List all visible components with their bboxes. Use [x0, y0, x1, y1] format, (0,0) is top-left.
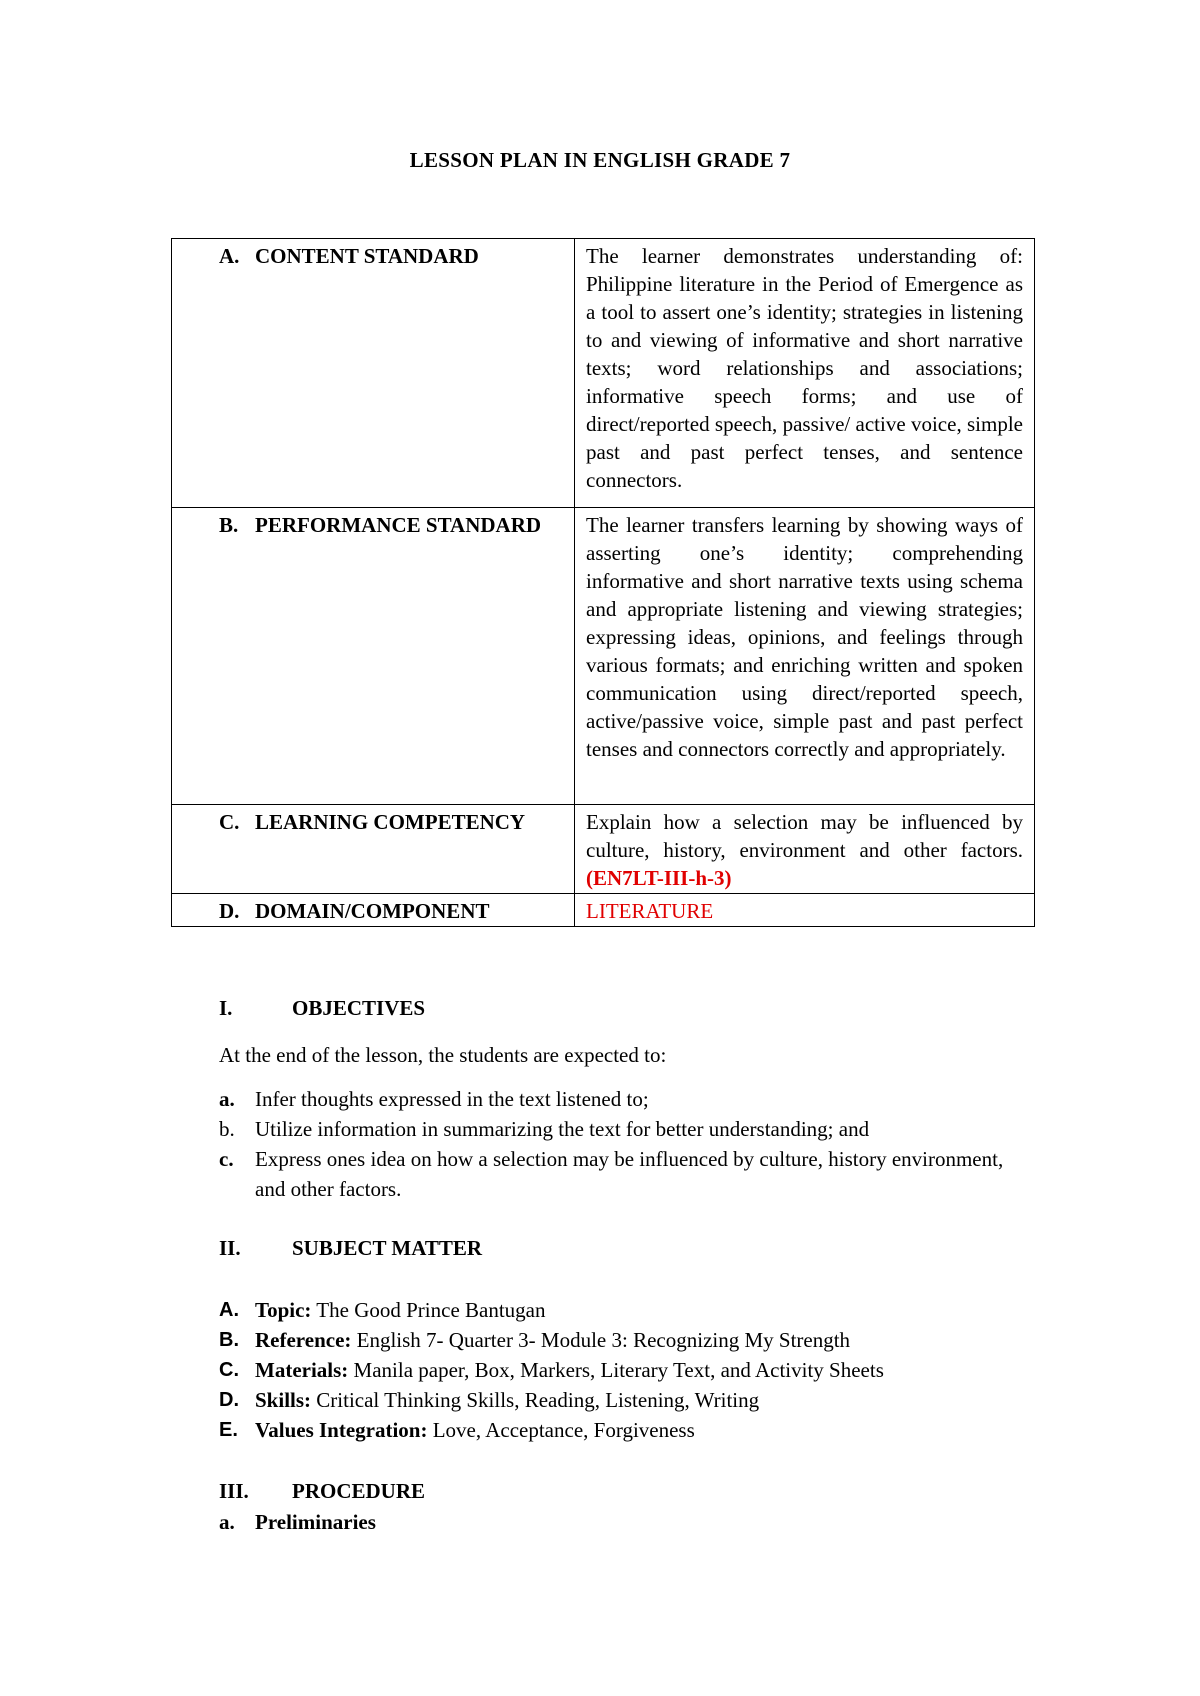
standard-label: DOMAIN/COMPONENT	[255, 899, 490, 923]
section-heading: SUBJECT MATTER	[292, 1236, 483, 1260]
list-marker: B.	[219, 1329, 239, 1351]
list-marker: C.	[219, 1359, 239, 1381]
section-heading: OBJECTIVES	[292, 996, 426, 1020]
standard-label-cell	[172, 894, 575, 927]
list-item	[219, 1295, 1019, 1325]
list-item	[219, 1385, 1019, 1415]
competency-code: (EN7LT-III-h-3)	[586, 866, 732, 890]
list-item	[219, 1507, 1019, 1537]
list-marker: a.	[219, 1510, 235, 1534]
subject-matter-heading	[219, 1236, 482, 1261]
standard-label: CONTENT STANDARD	[255, 244, 479, 268]
item-text: Manila paper, Box, Markers, Literary Text, and Activity Sheets	[353, 1358, 884, 1382]
page-title: LESSON PLAN IN ENGLISH GRADE 7	[409, 148, 791, 172]
section-numeral: III.	[219, 1479, 249, 1503]
subject-matter-list	[219, 1295, 1019, 1445]
list-text: Infer thoughts expressed in the text listened to;	[255, 1087, 649, 1111]
list-text: Utilize information in summarizing the text for better understanding; and	[255, 1117, 870, 1141]
table-row	[172, 239, 1035, 508]
standard-label: PERFORMANCE STANDARD	[255, 513, 542, 537]
list-item	[219, 1084, 1019, 1114]
objectives-list	[219, 1084, 1019, 1204]
standard-label-cell	[172, 805, 575, 894]
list-item	[219, 1415, 1019, 1445]
item-text: The Good Prince Bantugan	[316, 1298, 546, 1322]
item-label: Values Integration:	[255, 1418, 428, 1442]
procedure-heading	[219, 1479, 425, 1504]
standards-table	[171, 238, 1035, 927]
list-marker: D.	[219, 1389, 239, 1411]
table-row	[172, 894, 1035, 927]
list-marker: A.	[219, 1299, 239, 1321]
standard-value: The learner transfers learning by showing ways of asserting one’s identity; comprehending informative and short narrative texts using schema and appropriate listening and viewing strategies; expressing ideas, opinions, and feelings through various formats; and enriching written and spoken communication using direct/reported speech, active/passive voice, simple past and past perfect tenses and connectors correctly and appropriately.	[575, 508, 1035, 805]
section-numeral: I.	[219, 996, 233, 1020]
section-heading: PROCEDURE	[292, 1479, 426, 1503]
standard-letter: C.	[219, 810, 240, 834]
list-marker: E.	[219, 1419, 238, 1441]
list-item	[219, 1325, 1019, 1355]
list-text: Preliminaries	[255, 1510, 376, 1534]
item-text: Love, Acceptance, Forgiveness	[432, 1418, 695, 1442]
standard-label: LEARNING COMPETENCY	[255, 810, 526, 834]
objectives-heading	[219, 996, 425, 1021]
standard-value: LITERATURE	[575, 894, 1035, 927]
list-marker: c.	[219, 1147, 234, 1171]
standard-letter: A.	[219, 244, 240, 268]
standard-label-cell	[172, 508, 575, 805]
standard-value-cell	[575, 805, 1035, 894]
standard-value: The learner demonstrates understanding of: Philippine literature in the Period of Emergence as a tool to assert one’s identity; strategies in listening to and viewing of informative and short narrative texts; word relationships and associations; informative speech forms; and use of direct/reported speech, passive/ active voice, simple past and past perfect tenses, and sentence connectors.	[575, 239, 1035, 508]
item-label: Topic:	[255, 1298, 312, 1322]
item-text: English 7- Quarter 3- Module 3: Recognizing My Strength	[356, 1328, 851, 1352]
standard-letter: D.	[219, 899, 240, 923]
item-label: Skills:	[255, 1388, 312, 1412]
list-marker: a.	[219, 1087, 235, 1111]
standard-letter: B.	[219, 513, 239, 537]
objectives-intro: At the end of the lesson, the students are expected to:	[219, 1043, 667, 1067]
standard-value: Explain how a selection may be influenced by culture, history, environment and other factors.	[586, 810, 1023, 862]
list-item	[219, 1114, 1019, 1144]
item-text: Critical Thinking Skills, Reading, Listening, Writing	[316, 1388, 760, 1412]
table-row	[172, 508, 1035, 805]
item-label: Reference:	[255, 1328, 352, 1352]
list-item	[219, 1144, 1019, 1204]
table-row	[172, 805, 1035, 894]
list-text: Express ones idea on how a selection may be influenced by culture, history environment, and other factors.	[255, 1147, 1004, 1201]
list-marker: b.	[219, 1117, 235, 1141]
standard-label-cell	[172, 239, 575, 508]
item-label: Materials:	[255, 1358, 349, 1382]
procedure-list	[219, 1507, 1019, 1537]
section-numeral: II.	[219, 1236, 241, 1260]
list-item	[219, 1355, 1019, 1385]
